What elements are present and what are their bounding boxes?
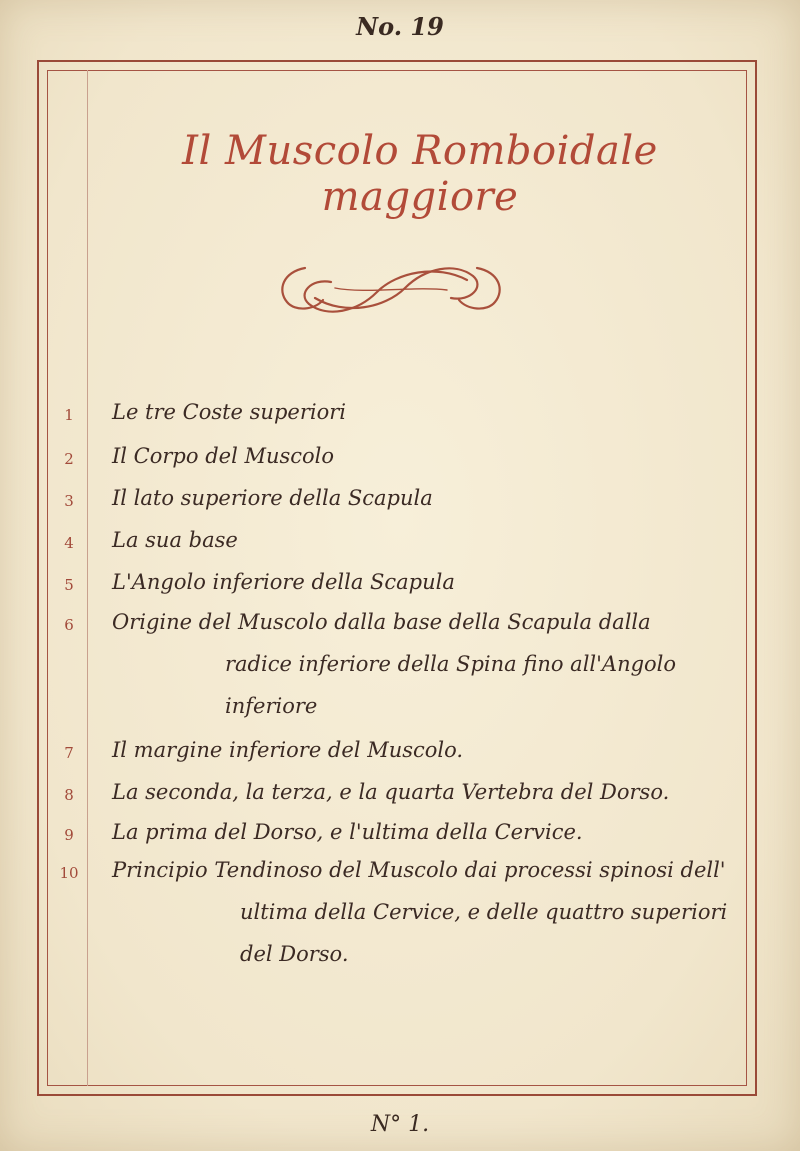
entry-text: Principio Tendinoso del Muscolo dai processi spinosi dell' — [112, 858, 726, 882]
entry-number: 3 — [64, 492, 74, 510]
entry-number: 1 — [64, 406, 74, 424]
entry-text: Il lato superiore della Scapula — [112, 486, 433, 510]
entry-text: inferiore — [225, 694, 318, 718]
entry-text: ultima della Cervice, e delle quattro superiori — [240, 900, 728, 924]
entry-text: Il Corpo del Muscolo — [112, 444, 335, 468]
entry-number: 10 — [59, 864, 79, 882]
entry-text: radice inferiore della Spina fino all'Angolo — [225, 652, 677, 676]
entry-text: La seconda, la terza, e la quarta Vertebra del Dorso. — [112, 780, 670, 804]
entry-number: 6 — [64, 616, 74, 634]
footer-mark: N° 1. — [370, 1112, 430, 1137]
entry-text: Le tre Coste superiori — [112, 400, 346, 424]
entry-number: 5 — [64, 576, 74, 594]
sheet-number: No. 19 — [356, 12, 444, 41]
page-title: Il Muscolo Romboidale maggiore — [182, 128, 658, 220]
entry-text: L'Angolo inferiore della Scapula — [112, 570, 455, 594]
entry-text: Il margine inferiore del Muscolo. — [112, 738, 464, 762]
entry-number: 2 — [64, 450, 74, 468]
entry-number: 9 — [64, 826, 74, 844]
entry-number: 7 — [64, 744, 74, 762]
entry-number: 8 — [64, 786, 74, 804]
entry-text: del Dorso. — [240, 942, 349, 966]
entry-text: La sua base — [112, 528, 238, 552]
entry-number: 4 — [64, 534, 74, 552]
calligraphic-flourish-icon — [275, 258, 507, 322]
entry-text: Origine del Muscolo dalla base della Scapula dalla — [112, 610, 651, 634]
entry-text: La prima del Dorso, e l'ultima della Cervice. — [112, 820, 583, 844]
